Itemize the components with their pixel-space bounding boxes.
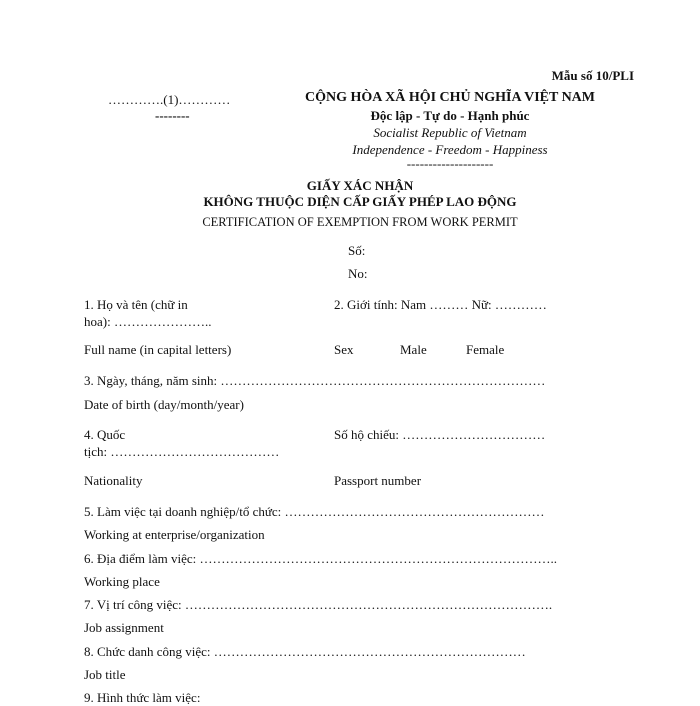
field-8-label-en: Job title [84,667,126,682]
field-4-label-cont: tịch: ………………………………… [84,444,280,459]
field-2-label: 2. Giới tính: Nam ……… Nữ: ………… [334,297,547,312]
national-title: CỘNG HÒA XÃ HỘI CHỦ NGHĨA VIỆT NAM [304,90,595,105]
field-1-label-en: Full name (in capital letters) [84,342,232,357]
document-title-line2: KHÔNG THUỘC DIỆN CẤP GIẤY PHÉP LAO ĐỘNG [203,194,517,209]
field-7-label-en: Job assignment [84,620,164,635]
left-header-divider: -------- [155,108,190,123]
field-4-label-en: Nationality [84,473,143,488]
issuing-org-placeholder: ………….(1)………… [108,92,231,107]
field-1-label: 1. Họ và tên (chữ in [84,297,188,312]
field-1-label-cont: hoa): ………………….. [84,314,212,329]
national-header [290,90,610,172]
document-title-line1: GIẤY XÁC NHẬN [306,178,414,193]
field-6-label: 6. Địa điểm làm việc: ……………………………………………………………………….. [84,551,558,566]
document-number-vi: Số: [348,243,366,258]
document-title [130,178,590,230]
field-2-sex-en: Sex [334,342,354,357]
field-7-label: 7. Vị trí công việc: …………………………………………………………………………. [84,597,553,612]
field-3-label: 3. Ngày, tháng, năm sinh: ………………………………………………………………… [84,373,546,388]
form-code: Mẫu số 10/PLI [551,68,634,83]
field-2-female-en: Female [466,342,505,357]
national-title-en: Socialist Republic of Vietnam [373,125,527,140]
field-9-label: 9. Hình thức làm việc: [84,690,201,705]
document-number-en: No: [348,266,368,281]
passport-label-en: Passport number [334,473,422,488]
field-4-label: 4. Quốc [84,427,126,442]
national-motto-en: Independence - Freedom - Happiness [352,142,548,157]
document-title-english: CERTIFICATION OF EXEMPTION FROM WORK PERMIT [202,215,518,229]
national-divider: -------------------- [406,156,494,171]
field-3-label-en: Date of birth (day/month/year) [84,397,244,412]
field-5-label: 5. Làm việc tại doanh nghiệp/tổ chức: …………………………………………………… [84,504,545,519]
field-5-label-en: Working at enterprise/organization [84,527,265,542]
national-motto: Độc lập - Tự do - Hạnh phúc [370,108,530,123]
passport-label: Số hộ chiếu: …………………………… [334,427,546,442]
field-6-label-en: Working place [84,574,160,589]
field-8-label: 8. Chức danh công việc: ……………………………………………………………… [84,644,526,659]
field-2-male-en: Male [400,342,427,357]
